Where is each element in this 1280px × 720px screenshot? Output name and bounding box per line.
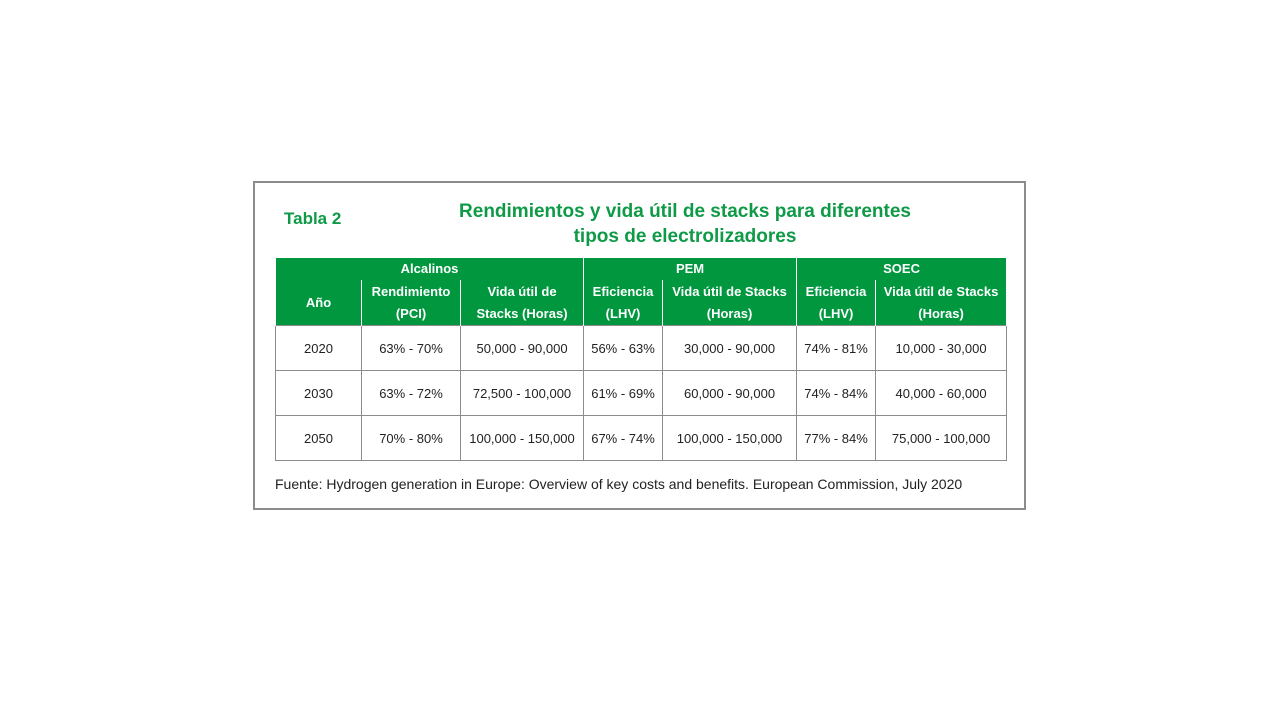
column-header-row: [276, 280, 1007, 326]
cell-pem-lifetime: 100,000 - 150,000: [663, 416, 797, 461]
cell-alc-efficiency: 63% - 72%: [362, 371, 461, 416]
cell-soec-efficiency: 74% - 84%: [797, 371, 876, 416]
column-header-year: Año: [276, 280, 362, 326]
column-header-soec-efficiency: [797, 280, 876, 326]
header-line: Stacks (Horas): [476, 305, 568, 321]
group-header-soec: SOEC: [797, 258, 1007, 280]
cell-alc-lifetime: 50,000 - 90,000: [461, 326, 584, 371]
group-header-pem: PEM: [584, 258, 797, 280]
cell-alc-lifetime: 100,000 - 150,000: [461, 416, 584, 461]
header-line: Vida útil de: [487, 283, 557, 299]
data-table: [275, 258, 1007, 461]
group-header-alcalinos: Alcalinos: [276, 258, 584, 280]
cell-year: 2020: [276, 326, 362, 371]
cell-soec-lifetime: 75,000 - 100,000: [876, 416, 1007, 461]
cell-alc-lifetime: 72,500 - 100,000: [461, 371, 584, 416]
cell-year: 2030: [276, 371, 362, 416]
table-title-line-1: Rendimientos y vida útil de stacks para diferentes: [459, 201, 911, 222]
column-header-pem-efficiency: [584, 280, 663, 326]
cell-alc-efficiency: 63% - 70%: [362, 326, 461, 371]
header-line: (PCI): [395, 305, 427, 321]
table-number-label: Tabla 2: [284, 209, 342, 228]
cell-year: 2050: [276, 416, 362, 461]
header-line: Eficiencia: [592, 283, 654, 299]
column-header-alc-efficiency: [362, 280, 461, 326]
group-header-row: [276, 258, 1007, 280]
cell-soec-lifetime: 40,000 - 60,000: [876, 371, 1007, 416]
header-line: Eficiencia: [805, 283, 867, 299]
cell-pem-lifetime: 30,000 - 90,000: [663, 326, 797, 371]
cell-pem-lifetime: 60,000 - 90,000: [663, 371, 797, 416]
table-row: [276, 371, 1007, 416]
header-line: Rendimiento: [371, 283, 451, 299]
table-frame: [253, 181, 1026, 510]
cell-soec-efficiency: 74% - 81%: [797, 326, 876, 371]
table-row: [276, 416, 1007, 461]
table-title-line-2: tipos de electrolizadores: [573, 226, 797, 247]
cell-pem-efficiency: 56% - 63%: [584, 326, 663, 371]
cell-pem-efficiency: 61% - 69%: [584, 371, 663, 416]
source-note: Fuente: Hydrogen generation in Europe: Overview of key costs and benefits. European Commission, July 2020: [275, 476, 963, 492]
column-header-alc-lifetime: [461, 280, 584, 326]
header-line: (LHV): [605, 305, 641, 321]
header-line: Vida útil de Stacks: [883, 283, 999, 299]
header-line: (LHV): [818, 305, 854, 321]
header-line: Vida útil de Stacks: [672, 283, 787, 299]
table-title: [405, 199, 965, 249]
column-header-pem-lifetime: [663, 280, 797, 326]
header-line: (Horas): [706, 305, 753, 321]
cell-pem-efficiency: 67% - 74%: [584, 416, 663, 461]
table-row: [276, 326, 1007, 371]
header-line: (Horas): [918, 305, 964, 321]
cell-alc-efficiency: 70% - 80%: [362, 416, 461, 461]
cell-soec-lifetime: 10,000 - 30,000: [876, 326, 1007, 371]
column-header-soec-lifetime: [876, 280, 1007, 326]
cell-soec-efficiency: 77% - 84%: [797, 416, 876, 461]
